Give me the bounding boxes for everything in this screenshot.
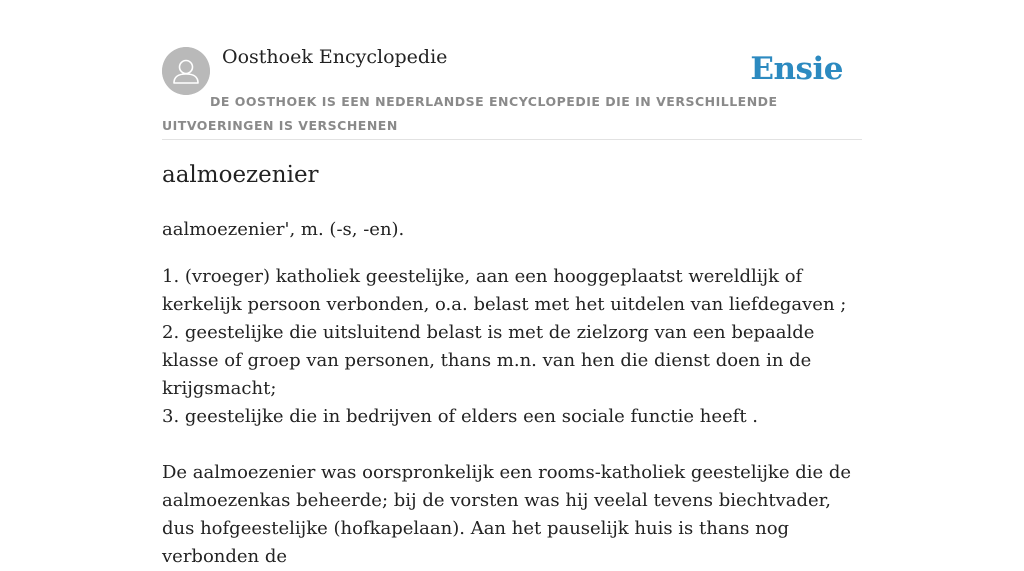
body-paragraph: De aalmoezenier was oorspronkelijk een rooms-katholiek geestelijke die de aalmoezenkas beheerde; bij de vorsten was hij veelal tevens biechtvader, dus hofgeestelijke (hofkapelaan). Aan het pauselijk huis is thans nog verbonden de — [162, 462, 852, 567]
entry-body — [162, 216, 862, 571]
entry-title: aalmoezenier — [162, 162, 319, 188]
site-title[interactable]: Oosthoek Encyclopedie — [222, 46, 448, 68]
definition-item: 2. geestelijke die uitsluitend belast is met de zielzorg van een bepaalde klasse of groep van personen, thans m.n. van hen die dienst doen in de krijgsmacht; — [162, 322, 815, 399]
definition-item: 3. geestelijke die in bedrijven of elders een sociale functie heeft . — [162, 406, 759, 427]
definition-item: 1. (vroeger) katholiek geestelijke, aan een hooggeplaatst wereldlijk of kerkelijk persoon verbonden, o.a. belast met het uitdelen van liefdegaven ; — [162, 266, 847, 315]
headword-line: aalmoezenier', m. (-s, -en). — [162, 219, 405, 240]
avatar[interactable] — [162, 47, 210, 95]
page — [162, 0, 862, 567]
site-tagline: DE OOSTHOEK IS EEN NEDERLANDSE ENCYCLOPEDIE DIE IN VERSCHILLENDE UITVOERINGEN IS VERSCHENEN — [162, 94, 778, 133]
header — [162, 0, 862, 140]
brand-logo[interactable]: Ensie — [750, 51, 843, 87]
paragraph-gap — [162, 431, 862, 459]
user-icon — [162, 47, 210, 95]
